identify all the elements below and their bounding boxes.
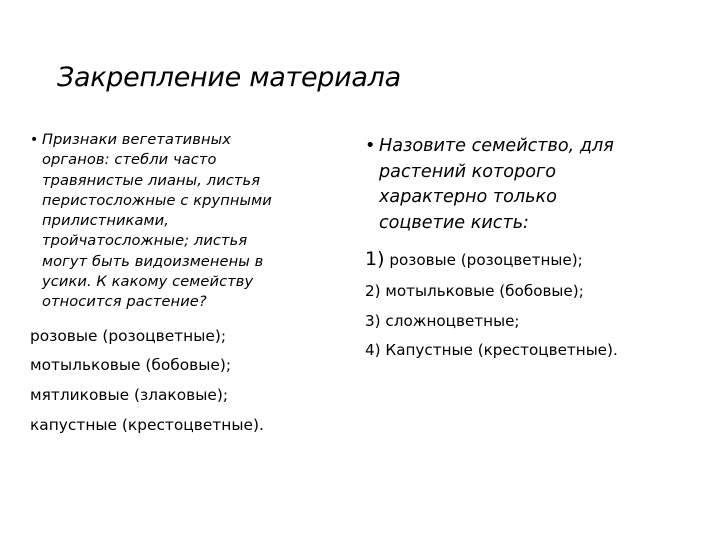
left-question-line: органов: стебли часто [42, 151, 217, 169]
left-question-line: усики. К какому семейству [42, 273, 254, 291]
left-question [30, 130, 330, 313]
right-question-line: Назовите семейство, для [379, 136, 614, 156]
bullet-icon: • [365, 136, 376, 156]
slide-title: Закрепление материала [57, 62, 401, 93]
left-question-text [42, 130, 330, 313]
right-question [365, 134, 685, 236]
left-question-line: Признаки вегетативных [42, 131, 231, 148]
left-answer-item: розовые (розоцветные); [30, 326, 227, 345]
right-question-line: соцветие кисть: [379, 212, 529, 233]
left-question-line: могут быть видоизменены в [42, 252, 264, 270]
right-answer-list [365, 242, 685, 366]
left-question-line: прилистниками, [42, 212, 169, 230]
bullet-icon: • [30, 132, 39, 148]
right-answer-text: розовые (розоцветные); [384, 251, 583, 269]
right-answer-number: 1) [365, 248, 385, 270]
left-answer-item: мятликовые (злаковые); [30, 386, 229, 405]
left-column [30, 130, 330, 441]
left-question-line: травянистые лианы, листья [42, 171, 261, 189]
right-question-text [379, 134, 685, 236]
right-column [365, 134, 685, 366]
left-question-line: перистосложные с крупными [42, 191, 272, 209]
right-answer-item: 4) Капустные (крестоцветные). [365, 341, 618, 360]
right-question-line: характерно только [379, 187, 557, 207]
right-answer-item: 3) сложноцветные; [365, 311, 520, 330]
right-question-line: растений которого [379, 161, 557, 182]
left-question-line: тройчатосложные; листья [42, 232, 248, 250]
left-answer-list [30, 322, 330, 441]
left-question-line: относится растение? [42, 293, 207, 311]
left-answer-item: мотыльковые (бобовые); [30, 356, 232, 375]
right-answer-item [365, 242, 685, 277]
right-answer-item: 2) мотыльковые (бобовые); [365, 282, 584, 300]
left-answer-item: капустные (крестоцветные). [30, 416, 264, 435]
